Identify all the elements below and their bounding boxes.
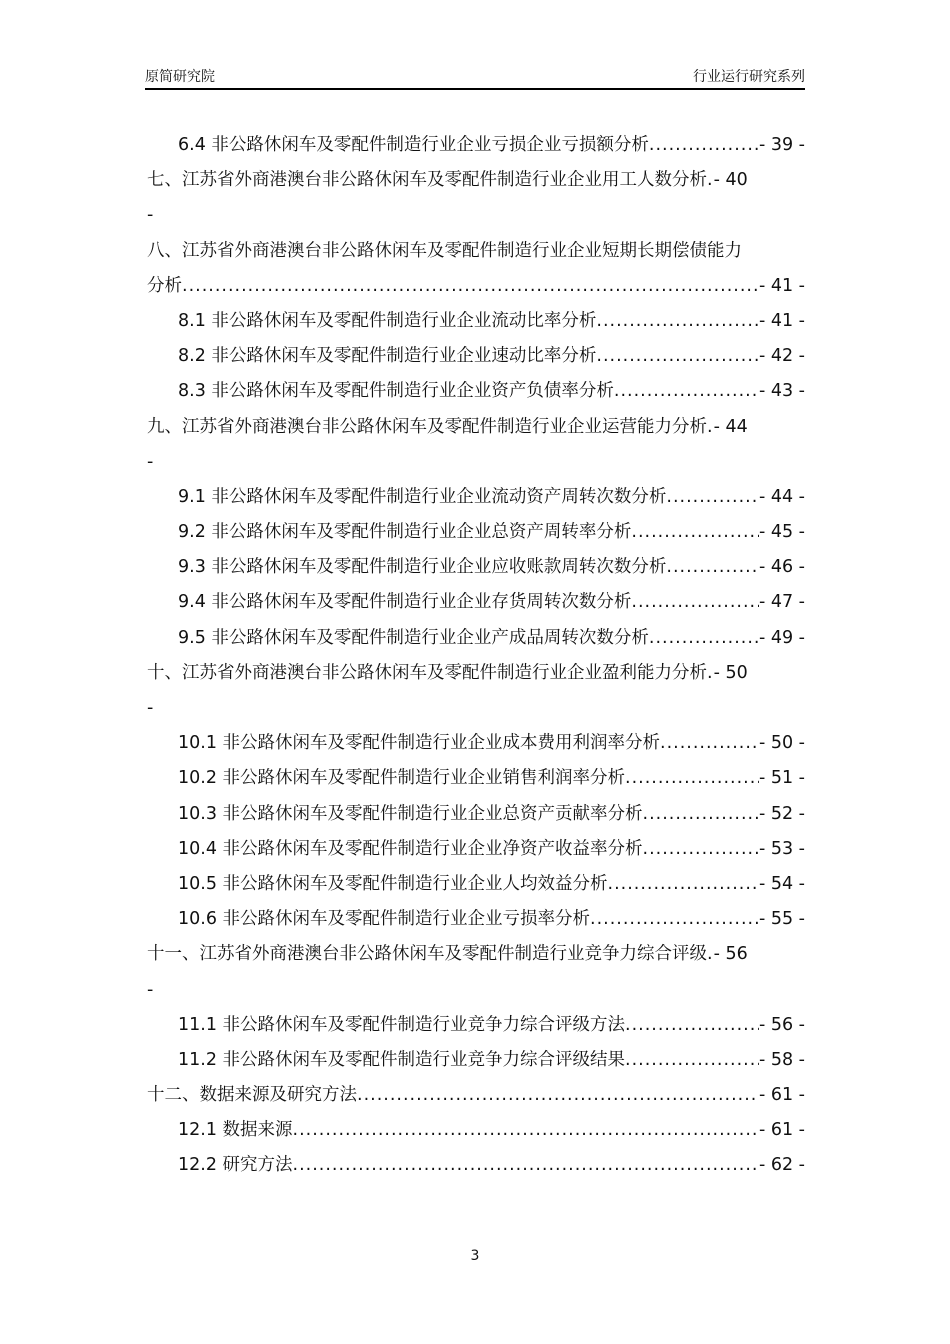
toc-entry[interactable]: [147, 339, 805, 374]
header-right: 行业运行研究系列: [693, 69, 805, 85]
toc-page: - 49 -: [758, 627, 805, 648]
toc-title: 十二、数据来源及研究方法: [147, 1085, 357, 1106]
dot-leader: [707, 163, 714, 198]
dot-leader: [660, 726, 759, 761]
toc-line: [147, 128, 805, 163]
toc-page: - 43 -: [758, 381, 805, 402]
dot-leader: [643, 832, 759, 867]
toc-title: 9.2 非公路休闲车及零配件制造行业企业总资产周转率分析: [178, 522, 632, 543]
toc-entry[interactable]: [147, 656, 805, 726]
toc-line: [147, 410, 805, 445]
toc-page: - 41 -: [758, 275, 805, 296]
toc-page-cont: -: [147, 451, 154, 472]
toc-page-cont: -: [147, 205, 154, 226]
toc-title: 11.2 非公路休闲车及零配件制造行业竞争力综合评级结果: [178, 1049, 626, 1070]
dot-leader: [649, 621, 759, 656]
toc-entry[interactable]: [147, 374, 805, 409]
toc-page: - 53 -: [758, 838, 805, 859]
toc-line: [147, 797, 805, 832]
toc-title: 10.1 非公路休闲车及零配件制造行业企业成本费用利润率分析: [178, 733, 661, 754]
toc-entry[interactable]: [147, 832, 805, 867]
dot-leader: [707, 410, 714, 445]
toc-entry[interactable]: [147, 1113, 805, 1148]
dot-leader: [590, 902, 759, 937]
toc-title: 11.1 非公路休闲车及零配件制造行业竞争力综合评级方法: [178, 1014, 626, 1035]
toc-title: 10.3 非公路休闲车及零配件制造行业企业总资产贡献率分析: [178, 803, 643, 824]
dot-leader: [625, 1008, 759, 1043]
toc-title: 十、江苏省外商港澳台非公路休闲车及零配件制造行业企业盈利能力分析: [147, 662, 707, 683]
toc-entry[interactable]: [147, 234, 805, 304]
toc-page: - 44: [713, 416, 748, 437]
toc-entry[interactable]: [147, 163, 805, 233]
dot-leader: [614, 374, 759, 409]
toc-title: 10.5 非公路休闲车及零配件制造行业企业人均效益分析: [178, 873, 608, 894]
toc-line: [147, 656, 805, 691]
toc-entry[interactable]: [147, 1008, 805, 1043]
toc-line: [147, 1078, 805, 1113]
toc-line: [147, 304, 805, 339]
toc-entry[interactable]: [147, 1148, 805, 1183]
toc-line: [147, 621, 805, 656]
toc-title: 9.4 非公路休闲车及零配件制造行业企业存货周转次数分析: [178, 592, 632, 613]
toc-line: [147, 1148, 805, 1183]
toc-title: 分析: [147, 275, 182, 296]
toc-line: [147, 550, 805, 585]
toc-line: [147, 515, 805, 550]
toc-entry[interactable]: [147, 726, 805, 761]
toc-title: 10.2 非公路休闲车及零配件制造行业企业销售利润率分析: [178, 768, 626, 789]
toc-entry[interactable]: [147, 1078, 805, 1113]
dot-leader: [666, 480, 759, 515]
toc-entry[interactable]: [147, 304, 805, 339]
toc-title: 八、江苏省外商港澳台非公路休闲车及零配件制造行业企业短期长期偿债能力: [147, 240, 742, 261]
dot-leader: [357, 1078, 759, 1113]
toc-title: 8.1 非公路休闲车及零配件制造行业企业流动比率分析: [178, 310, 597, 331]
toc-title: 9.3 非公路休闲车及零配件制造行业企业应收账款周转次数分析: [178, 557, 667, 578]
toc-title: 9.1 非公路休闲车及零配件制造行业企业流动资产周转次数分析: [178, 486, 667, 507]
toc-entry[interactable]: [147, 550, 805, 585]
toc-page: - 45 -: [758, 522, 805, 543]
toc-page: - 51 -: [758, 768, 805, 789]
dot-leader: [182, 269, 759, 304]
dot-leader: [707, 656, 714, 691]
toc-entry[interactable]: [147, 515, 805, 550]
dot-leader: [596, 339, 759, 374]
dot-leader: [293, 1113, 759, 1148]
toc-page: - 58 -: [758, 1049, 805, 1070]
dot-leader: [631, 515, 759, 550]
page-number: 3: [470, 1248, 480, 1264]
toc-title: 10.6 非公路休闲车及零配件制造行业企业亏损率分析: [178, 909, 591, 930]
header-left: 原简研究院: [145, 69, 215, 85]
toc-page: - 54 -: [758, 873, 805, 894]
toc-line: [147, 937, 805, 972]
toc-entry[interactable]: [147, 867, 805, 902]
toc-line: [147, 832, 805, 867]
toc-entry[interactable]: [147, 902, 805, 937]
toc-page-cont: -: [147, 979, 154, 1000]
dot-leader: [643, 797, 759, 832]
toc-page: - 55 -: [758, 909, 805, 930]
toc-title: 6.4 非公路休闲车及零配件制造行业企业亏损企业亏损额分析: [178, 135, 649, 155]
toc-entry[interactable]: [147, 621, 805, 656]
dot-leader: [625, 761, 759, 796]
toc-title: 九、江苏省外商港澳台非公路休闲车及零配件制造行业企业运营能力分析: [147, 416, 707, 437]
toc-line: [147, 691, 805, 726]
dot-leader: [631, 585, 759, 620]
toc-page: - 50: [713, 662, 748, 683]
dot-leader: [608, 867, 759, 902]
toc-page: - 47 -: [758, 592, 805, 613]
toc-line: [147, 1043, 805, 1078]
toc-entry[interactable]: [147, 480, 805, 515]
toc-page: - 40: [713, 170, 748, 191]
toc-line: [147, 480, 805, 515]
toc-entry[interactable]: [147, 797, 805, 832]
table-of-contents: [147, 128, 805, 1184]
toc-title: 十一、江苏省外商港澳台非公路休闲车及零配件制造行业竞争力综合评级: [147, 944, 707, 965]
toc-page-cont: -: [147, 698, 154, 718]
toc-line: [147, 585, 805, 620]
toc-page: - 56: [713, 944, 748, 965]
toc-page: - 50 -: [758, 733, 805, 754]
dot-leader: [625, 1043, 759, 1078]
toc-line: [147, 902, 805, 937]
toc-line: [147, 1113, 805, 1148]
toc-title: 8.3 非公路休闲车及零配件制造行业企业资产负债率分析: [178, 381, 614, 402]
toc-line: [147, 761, 805, 796]
toc-entry[interactable]: [147, 937, 805, 1007]
toc-line: [147, 973, 805, 1008]
dot-leader: [666, 550, 759, 585]
toc-line: [147, 198, 805, 233]
toc-line: [147, 234, 805, 269]
toc-page: - 62 -: [758, 1155, 805, 1176]
toc-line: [147, 339, 805, 374]
toc-line: [147, 867, 805, 902]
toc-page: - 61 -: [758, 1085, 805, 1106]
toc-page: - 42 -: [758, 346, 805, 367]
toc-line: [147, 1008, 805, 1043]
toc-entry[interactable]: [147, 128, 805, 163]
toc-page: - 44 -: [758, 486, 805, 507]
toc-line: [147, 163, 805, 198]
toc-title: 9.5 非公路休闲车及零配件制造行业企业产成品周转次数分析: [178, 627, 649, 648]
toc-page: - 52 -: [758, 803, 805, 824]
toc-line: [147, 445, 805, 480]
dot-leader: [293, 1148, 759, 1183]
toc-entry[interactable]: [147, 761, 805, 796]
toc-title: 七、江苏省外商港澳台非公路休闲车及零配件制造行业企业用工人数分析: [147, 170, 707, 191]
page-header: [145, 66, 805, 90]
toc-line: [147, 269, 805, 304]
toc-page: - 46 -: [758, 557, 805, 578]
toc-title: 12.1 数据来源: [178, 1120, 293, 1141]
toc-entry[interactable]: [147, 410, 805, 480]
toc-line: [147, 374, 805, 409]
toc-page: - 61 -: [758, 1120, 805, 1141]
toc-entry[interactable]: [147, 1043, 805, 1078]
toc-line: [147, 726, 805, 761]
dot-leader: [707, 937, 714, 972]
dot-leader: [649, 128, 759, 163]
toc-page: - 41 -: [758, 310, 805, 331]
toc-title: 12.2 研究方法: [178, 1155, 293, 1176]
dot-leader: [596, 304, 759, 339]
toc-entry[interactable]: [147, 585, 805, 620]
toc-title: 8.2 非公路休闲车及零配件制造行业企业速动比率分析: [178, 346, 597, 367]
toc-page: - 56 -: [758, 1014, 805, 1035]
toc-page: - 39 -: [758, 135, 805, 155]
toc-title: 10.4 非公路休闲车及零配件制造行业企业净资产收益率分析: [178, 838, 643, 859]
